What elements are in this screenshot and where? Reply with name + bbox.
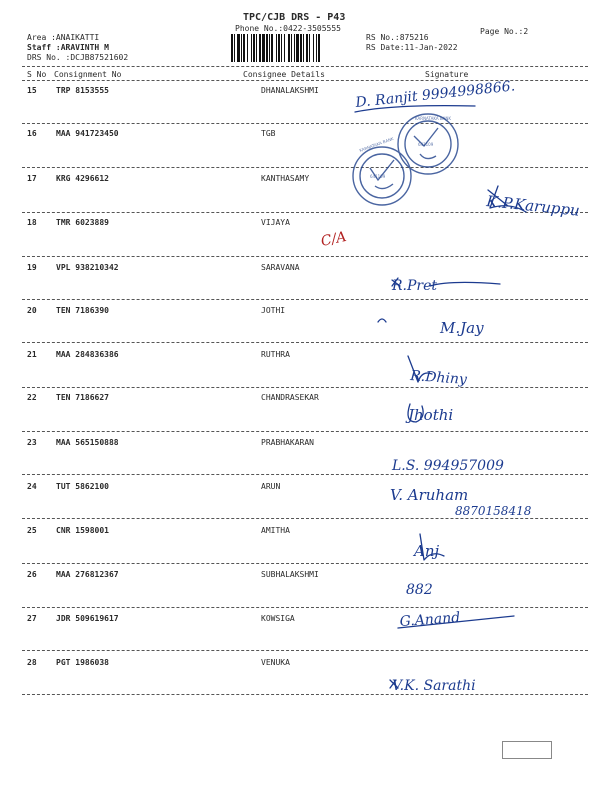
signature-row-24: V. Aruham	[390, 486, 469, 504]
row-consignment: KRG 4296612	[56, 174, 109, 183]
row-consignment: TEN 7186627	[56, 393, 109, 402]
rs-date: RS Date:11-Jan-2022	[366, 43, 458, 52]
row-consignment: MAA 276812367	[56, 570, 119, 579]
signature-row-20: M.Jay	[440, 319, 484, 337]
signature-row-19: R.Pret	[392, 278, 438, 294]
rs-number: RS No.:875216	[366, 33, 429, 42]
row-consignee: PRABHAKARAN	[261, 438, 314, 447]
svg-text:641109: 641109	[418, 142, 434, 147]
row-sno: 18	[27, 218, 37, 227]
row-consignee: SUBHALAKSHMI	[261, 570, 319, 579]
row-consignee: KANTHASAMY	[261, 174, 310, 183]
document-title: TPC/CJB DRS - P43	[243, 12, 346, 23]
signature-row-22: Jhothi	[408, 406, 454, 424]
row-consignment: TEN 7186390	[56, 306, 109, 315]
row-consignee: VENUKA	[261, 658, 290, 667]
signature-row-17: K.P.Karuppu	[485, 192, 581, 220]
row-consignment: PGT 1986038	[56, 658, 109, 667]
drs-number: DRS No. :DCJB87521602	[27, 53, 129, 62]
row-consignment: TUT 5862100	[56, 482, 109, 491]
signature-row-24-phone: 8870158418	[455, 504, 532, 518]
footer-box	[502, 741, 552, 759]
svg-text:641109: 641109	[370, 174, 386, 179]
row-consignee: JOTHI	[261, 306, 286, 315]
row-consignment: JDR 509619617	[56, 614, 119, 623]
row-sno: 28	[27, 658, 37, 667]
row-consignee: KOWSIGA	[261, 614, 295, 623]
signature-row-21: R.Dhiny	[409, 368, 468, 388]
row-sno: 19	[27, 263, 37, 272]
row-sno: 16	[27, 129, 37, 138]
row-consignment: CNR 1598001	[56, 526, 109, 535]
signature-row-26: 882	[406, 582, 433, 598]
column-sno: S No	[27, 70, 47, 79]
row-sno: 22	[27, 393, 37, 402]
row-sno: 20	[27, 306, 37, 315]
svg-text:KARNATAKA BANK: KARNATAKA BANK	[358, 135, 395, 153]
row-consignee: DHANALAKSHMI	[261, 86, 319, 95]
row-consignment: MAA 284836386	[56, 350, 119, 359]
row-sno: 24	[27, 482, 37, 491]
row-consignee: ARUN	[261, 482, 281, 491]
phone-number: Phone No.:0422-3505555	[235, 24, 341, 33]
staff-label: Staff :ARAVINTH M	[27, 43, 109, 52]
column-consignee: Consignee Details	[243, 70, 325, 79]
row-consignment: MAA 941723450	[56, 129, 119, 138]
signature-row-25: Anj	[414, 542, 440, 560]
row-consignment: TMR 6023889	[56, 218, 109, 227]
row-consignee: CHANDRASEKAR	[261, 393, 319, 402]
ca-mark: C/A	[319, 228, 348, 250]
column-consignment: Consignment No	[54, 70, 122, 79]
row-consignment: TRP 8153555	[56, 86, 109, 95]
row-sno: 15	[27, 86, 37, 95]
svg-text:KARNATAKA BANK: KARNATAKA BANK	[415, 116, 452, 121]
signature-row-23: L.S. 994957009	[392, 458, 504, 474]
signature-row-28: V.K. Sarathi	[392, 678, 476, 694]
row-sno: 25	[27, 526, 37, 535]
signature-row-27: G.Anand	[399, 609, 461, 630]
row-sno: 17	[27, 174, 37, 183]
column-signature: Signature	[425, 70, 469, 79]
page-number: Page No.:2	[480, 27, 529, 36]
row-consignee: RUTHRA	[261, 350, 290, 359]
row-sno: 23	[27, 438, 37, 447]
row-consignee: VIJAYA	[261, 218, 290, 227]
signature-row-15: D. Ranjit 9994998866.	[354, 78, 516, 111]
row-sno: 21	[27, 350, 37, 359]
row-sno: 27	[27, 614, 37, 623]
row-consignment: VPL 938210342	[56, 263, 119, 272]
row-consignment: MAA 565150888	[56, 438, 119, 447]
row-consignee: SARAVANA	[261, 263, 300, 272]
area-label: Area :ANAIKATTI	[27, 33, 100, 42]
row-consignee: TGB	[261, 129, 276, 138]
row-consignee: AMITHA	[261, 526, 290, 535]
row-sno: 26	[27, 570, 37, 579]
